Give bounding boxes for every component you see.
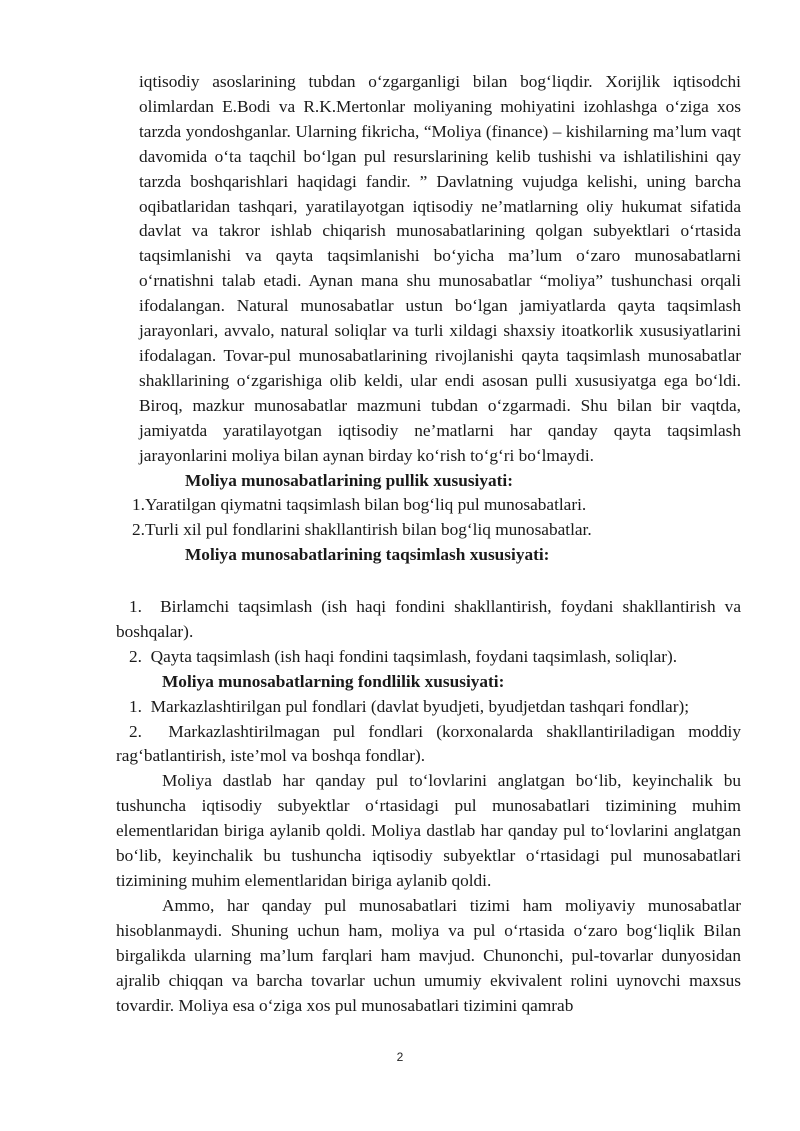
paragraph-ammo: Ammo, har qanday pul munosabatlari tizimi ham moliyaviy munosabatlar hisoblanmaydi. Shuning uchun ham, moliya va pul o‘rtasida o‘zaro bog‘liqlik Bilan birgalikda ularning ma’lum farqlari ham mavjud. Chunonchi, pul-tovarlar dunyosidan ajralib chiqqan va barcha tovarlar uchun umumiy ekvivalent rolini uynovchi maxsus tovardir. Moliya esa o‘ziga xos pul munosabatlari tizimini qamrab [116, 895, 741, 1015]
page-number: 2 [396, 1050, 404, 1064]
list-item: 2. Qayta taqsimlash (ish haqi fondini taqsimlash, foydani taqsimlash, soliqlar). [129, 646, 678, 666]
list-item: 1. Markazlashtirilgan pul fondlari (davlat byudjeti, byudjetdan tashqari fondlar); [129, 696, 690, 716]
list-item: 1.Yaratilgan qiymatni taqsimlash bilan bog‘liq pul munosabatlari. [132, 495, 587, 515]
list-item: 2.Turli xil pul fondlarini shakllantirish bilan bog‘liq munosabatlar. [132, 520, 592, 540]
intro-paragraph: iqtisodiy asoslarining tubdan o‘zgarganligi bilan bog‘liqdir. Xorijlik iqtisodchi olimlardan E.Bodi va R.K.Mertonlar moliyaning mohiyatini izohlashga o‘ziga xos tarzda yondoshganlar. Ularning fikricha, “Moliya (finance) – kishilarning ma’lum vaqt davomida o‘ta taqchil bo‘lgan pul resurslarining kelib tushishi va ishlatilishini qay tarzda boshqarishlari haqidagi fandir. ” Davlatning vujudga kelishi, uning barcha oqibatlaridan tashqari, yaratilayotgan iqtisodiy ne’matlarning oliy hukumat sifatida davlat va takror ishlab chiqarish munosabatlarining qolgan subyektlari o‘rtasida taqsimlanishi va qayta taqsimlanishi bo‘yicha ma’lum o‘zaro munosabatlarni o‘rnatishni talab etadi. Aynan mana shu munosabatlar “moliya” tushunchasi orqali ifodalangan. Natural munosabatlar ustun bo‘lgan jamiyatlarda qayta taqsimlash jarayonlari, avvalo, natural soliqlar va turli xildagi shaxsiy itoatkorlik xususiyatlarini ifodalagan. Tovar-pul munosabatlarining rivojlanishi qayta taqsimlash munosabatlar shakllarining o‘zgarishiga olib keldi, ular endi asosan pulli xususiyatga ega bo‘ldi. Biroq, mazkur munosabatlar mazmuni tubdan o‘zgarmadi. Shu bilan bir vaqtda, jamiyatda yaratilayotgan iqtisodiy ne’matlarni har qanday qayta taqsimlash jarayonlarini moliya bilan aynan birday ko‘rish to‘g‘ri bo‘lmaydi. [139, 72, 741, 465]
body-section [116, 595, 741, 1018]
heading-pullik: Moliya munosabatlarining pullik xususiyati: [185, 470, 513, 490]
list-item: 1. Birlamchi taqsimlash (ish haqi fondini shakllantirish, foydani shakllantirish va boshqalar). [116, 597, 741, 641]
indented-section [132, 70, 741, 568]
heading-fondlilik: Moliya munosabatlarning fondlilik xususiyati: [162, 671, 505, 691]
heading-taqsimlash: Moliya munosabatlarining taqsimlash xususiyati: [185, 545, 550, 565]
paragraph-moliya-dastlab: Moliya dastlab har qanday pul to‘lovlarini anglatgan bo‘lib, keyinchalik bu tushuncha iqtisodiy subyektlar o‘rtasidagi pul munosabatlari tizimining muhim elementlaridan biriga aylanib qoldi. Moliya dastlab har qanday pul to‘lovlarini anglatgan bo‘lib, keyinchalik bu tushuncha iqtisodiy subyektlar o‘rtasidagi pul munosabatlari tizimining muhim elementlaridan biriga aylanib qoldi. [116, 771, 741, 890]
list-item: 2. Markazlashtirilmagan pul fondlari (korxonalarda shakllantiriladigan moddiy rag‘batlantirish, iste’mol va boshqa fondlar). [116, 721, 741, 766]
